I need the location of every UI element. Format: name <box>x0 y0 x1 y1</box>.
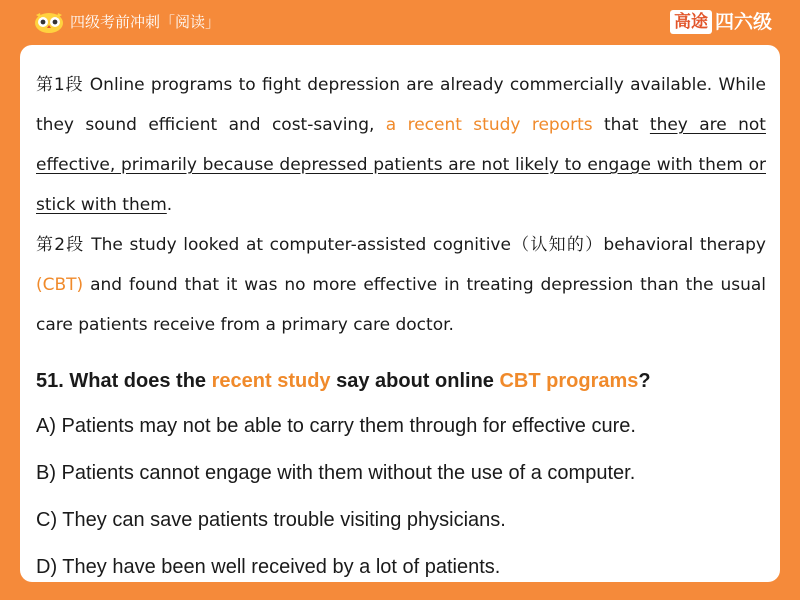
option-c[interactable]: C) They can save patients trouble visiting physicians. <box>36 509 506 531</box>
brand-logo <box>670 9 772 35</box>
header-title: 四级考前冲刺「阅读」 <box>70 13 221 31</box>
paragraph-2-marker: 第2段 <box>36 235 85 255</box>
question-end: ? <box>638 370 651 392</box>
option-a[interactable]: A) Patients may not be able to carry them through for effective cure. <box>36 415 636 437</box>
answer-options <box>36 403 766 591</box>
paragraph-1 <box>36 65 766 225</box>
paragraph-1-underlined: they are not effective, primarily because depressed patients are not likely to engage with them or stick with them <box>36 115 766 215</box>
question-number: 51. <box>36 370 64 392</box>
brand-text: 四六级 <box>714 11 772 33</box>
option-b[interactable]: B) Patients cannot engage with them without the use of a computer. <box>36 462 636 484</box>
header-bar <box>0 0 800 44</box>
question-text-2: say about online <box>330 370 500 392</box>
question-text-1: What does the <box>69 370 212 392</box>
brand-badge: 高途 <box>670 10 712 34</box>
paragraph-2-text-1: The study looked at computer-assisted cognitive（认知的）behavioral therapy <box>84 235 766 255</box>
content-card <box>20 45 780 582</box>
option-d[interactable]: D) They have been well received by a lot of patients. <box>36 556 501 578</box>
paragraph-1-text-1: Online programs to fight depression are already commercially available. While they sound efficient and cost-saving, <box>36 75 766 135</box>
question-51 <box>36 363 766 399</box>
paragraph-1-marker: 第1段 <box>36 75 84 95</box>
owl-logo-icon <box>34 11 64 33</box>
paragraph-1-end: . <box>166 195 173 215</box>
paragraph-2-text-2: and found that it was no more effective in treating depression than the usual care patients receive from a primary care doctor. <box>36 275 766 335</box>
paragraph-1-highlight: a recent study reports <box>385 115 593 135</box>
question-highlight-1: recent study <box>211 370 331 392</box>
paragraph-2-highlight: (CBT) <box>36 275 84 295</box>
paragraph-1-text-2: that <box>592 115 650 135</box>
paragraph-2 <box>36 225 766 345</box>
reading-passage <box>36 65 766 345</box>
question-highlight-2: CBT programs <box>499 370 639 392</box>
